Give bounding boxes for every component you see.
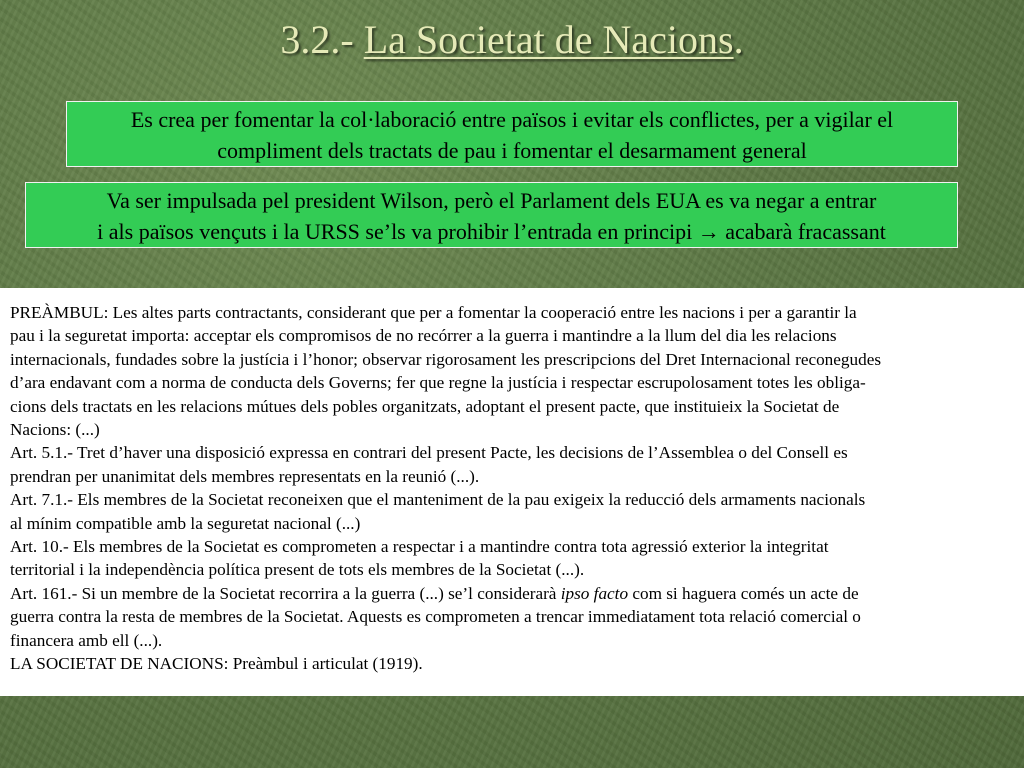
document-line: pau i la seguretat importa: acceptar els compromisos de no recórrer a la guerra i mantindre a la llum del dia les relacions (10, 326, 837, 346)
document-line: prendran per unanimitat dels membres representats en la reunió (...). (10, 466, 480, 486)
slide-title (0, 14, 1024, 66)
art161-text-before: Art. 161.- Si un membre de la Societat recorrira a la guerra (...) se’l considerarà (10, 583, 561, 603)
document-line-art161 (10, 582, 1024, 605)
document-line: guerra contra la resta de membres de la Societat. Aquests es comprometen a trencar immediatament tota relació comercial o (10, 607, 861, 627)
title-prefix: 3.2.- (280, 17, 364, 62)
document-source-citation: LA SOCIETAT DE NACIONS: Preàmbul i articulat (1919). (10, 654, 423, 674)
summary-box-purpose-line-2: compliment dels tractats de pau i fomentar el desarmament general (217, 138, 807, 163)
document-line: cions dels tractats en les relacions mútues dels pobles organitzats, adoptant el present pacte, que instituieix la Societat de (10, 396, 840, 416)
summary-box-purpose-line-1: Es crea per fomentar la col·laboració entre països i evitar els conflictes, per a vigilar el (130, 107, 894, 132)
title-suffix: . (733, 17, 744, 62)
document-line: Art. 7.1.- Els membres de la Societat reconeixen que el manteniment de la pau exigeix la reducció dels armaments nacionals (10, 490, 866, 510)
document-line: territorial i la independència política present de tots els membres de la Societat (...). (10, 560, 585, 580)
summary-box-purpose (66, 101, 958, 167)
title-main: La Societat de Nacions (363, 17, 734, 62)
summary-box-origin (25, 182, 958, 248)
document-line: financera amb ell (...). (10, 630, 163, 650)
summary-box-origin-line-1: Va ser impulsada pel president Wilson, però el Parlament dels EUA es va negar a entrar (106, 188, 877, 213)
document-line: internacionals, fundades sobre la justícia i l’honor; observar rigorosament les prescripcions del Dret Internacional reconegudes (10, 349, 882, 369)
art161-text-after: com si haguera comés un acte de (628, 583, 859, 603)
document-line: Art. 5.1.- Tret d’haver una disposició expressa en contrari del present Pacte, les decisions de l’Assemblea o del Consell es (10, 443, 848, 463)
summary-box-origin-line-2: i als països vençuts i la URSS se’ls va prohibir l’entrada en principi → acabarà fracassant (97, 219, 886, 244)
source-document-panel (0, 288, 1024, 696)
art161-italic-phrase: ipso facto (560, 583, 629, 603)
document-line: PREÀMBUL: Les altes parts contractants, considerant que per a fomentar la cooperació entre les nacions i per a garantir la (10, 303, 857, 322)
document-line: Nacions: (...) (10, 420, 100, 440)
document-line: d’ara endavant com a norma de conducta dels Governs; fer que regne la justícia i respectar escrupolosament totes les obliga- (10, 373, 866, 393)
document-line: al mínim compatible amb la seguretat nacional (...) (10, 513, 361, 533)
document-line: Art. 10.- Els membres de la Societat es comprometen a respectar i a mantindre contra tota agressió exterior la integritat (10, 537, 829, 557)
